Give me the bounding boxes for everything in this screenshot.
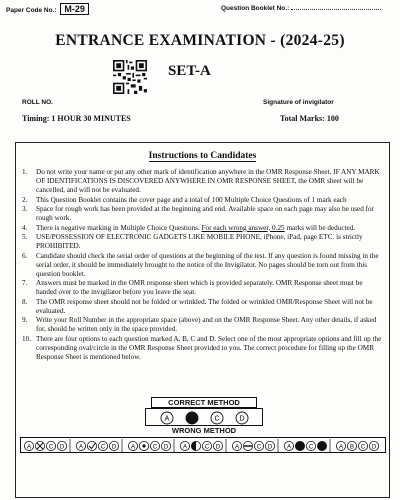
svg-text:A: A — [78, 444, 84, 451]
svg-text:C: C — [152, 444, 158, 451]
svg-text:C: C — [256, 444, 262, 451]
svg-text:A: A — [286, 444, 292, 451]
bubble-c — [211, 412, 223, 424]
instruction-text: Write your Roll Number in the appropriate space (above) and on the OMR Response Sheet. Any other details, if asked for, should be written only in the space provided. — [36, 316, 377, 333]
page-title: ENTRANCE EXAMINATION - (2024-25) — [55, 32, 345, 49]
instruction-text: There is negative marking in Multiple Choice Questions. — [36, 223, 202, 232]
instruction-text-underlined: For each wrong answer, 0.25 — [201, 223, 285, 232]
instruction-item — [22, 168, 384, 195]
instruction-number: 1. — [22, 168, 28, 176]
instruction-text: The OMR response sheet should not be folded or wrinkled. The folded or wrinkled OMR/Response Sheet will not be evaluated. — [36, 297, 373, 315]
booklet-number — [221, 5, 381, 12]
instructions-list — [22, 168, 384, 362]
instruction-number: 3. — [22, 205, 28, 213]
svg-text:D: D — [111, 444, 117, 451]
paper-code-value: M-29 — [60, 3, 89, 15]
wrong-group-3 — [128, 439, 174, 453]
svg-text:C: C — [204, 444, 210, 451]
paper-code-label: Paper Code No.: — [6, 7, 57, 14]
instruction-number: 9. — [22, 316, 28, 324]
instruction-text: marks will be deducted. — [284, 223, 356, 232]
wrong-group-6 — [284, 439, 378, 453]
invigilator-signature-label: Signature of invigilator — [263, 99, 334, 106]
svg-text:B: B — [349, 444, 355, 451]
instruction-text: USE/POSSESSION OF ELECTRONIC GADGETS LIKE MOBILE PHONE, iPhone, iPad, page ETC. is strictly PROHIBITED. — [36, 233, 363, 250]
instruction-item — [22, 224, 384, 233]
svg-text:D: D — [59, 444, 65, 451]
wrong-group-4 — [180, 439, 226, 453]
correct-method-bubbles — [146, 409, 264, 427]
instruction-number: 4. — [22, 223, 28, 232]
instruction-item — [22, 252, 384, 279]
svg-text:A: A — [130, 444, 136, 451]
instructions-box — [15, 142, 390, 498]
header-row — [6, 3, 394, 15]
instruction-number: 7. — [22, 279, 28, 287]
instruction-text: This Question Booklet contains the cover page and a total of 100 Multiple Choice Questions of 1 mark each — [36, 195, 347, 204]
instruction-number: 5. — [22, 233, 28, 241]
wrong-method-example — [20, 437, 386, 453]
roll-number-label: ROLL NO. — [22, 99, 53, 106]
instruction-number: 10. — [22, 334, 31, 343]
timing: Timing: 1 HOUR 30 MINUTES — [22, 114, 131, 123]
bubble-a — [161, 412, 173, 424]
correct-method-example — [145, 408, 263, 426]
total-marks: Total Marks: 100 — [280, 114, 339, 123]
svg-text:C: C — [48, 444, 54, 451]
bubble-d — [236, 412, 248, 424]
instructions-heading — [16, 151, 389, 161]
instruction-item — [22, 279, 384, 297]
instruction-text: Answers must be marked in the OMR response sheet which is provided separately. OMR Response sheet must be handed over to the invigilator before you leave the seat. — [36, 279, 363, 296]
instruction-text: Do not write your name or put any other mark of identification anywhere in the OMR Response Sheet. IF ANY MARK OF IDENTIFICATIONS IS DISCOVERED ANYWHERE IN OMR RESPONSE SHEET, the OMR sheet will be cancelled, and will not be evaluated. — [36, 168, 380, 194]
instruction-item — [22, 233, 384, 251]
instruction-number: 8. — [22, 297, 28, 306]
qr-code-icon — [113, 60, 147, 94]
svg-text:D: D — [239, 415, 245, 423]
correct-method-label: CORRECT METHOD — [151, 397, 257, 408]
svg-text:D: D — [215, 444, 221, 451]
svg-text:D: D — [267, 444, 273, 451]
svg-text:A: A — [26, 444, 32, 451]
svg-text:C: C — [360, 444, 366, 451]
wrong-group-2 — [76, 439, 122, 453]
svg-text:A: A — [338, 444, 344, 451]
wrong-group-1 — [24, 439, 70, 453]
svg-text:C: C — [100, 444, 106, 451]
wrong-method-bubbles — [21, 438, 387, 454]
set-label: SET-A — [168, 63, 211, 79]
instruction-text: Space for rough work has been provided at the beginning and end. Available space on each page may also be used for rough work. — [36, 205, 374, 222]
svg-text:A: A — [182, 444, 188, 451]
svg-text:A: A — [164, 415, 170, 423]
instructions-heading-text: Instructions to Candidates — [148, 151, 257, 161]
instruction-item — [22, 316, 384, 334]
instruction-item — [22, 205, 384, 223]
wrong-method-label: WRONG METHOD — [171, 426, 237, 435]
instruction-item — [22, 335, 384, 362]
instruction-text: There are four options to each question marked A, B, C and D. Select one of the most appropriate options and fill up the corresponding oval/circle in the OMR Response Sheet provided to you. The correct procedure for filling up the OMR Response Sheet is mentioned below. — [36, 334, 382, 361]
instruction-item — [22, 196, 384, 205]
instruction-item — [22, 298, 384, 316]
svg-text:D: D — [163, 444, 169, 451]
paper-code — [6, 3, 89, 15]
instruction-text: Candidate should check the serial order of questions at the beginning of the test. If any question is found missing in the serial order, it should be immediately brought to the notice of the Invigilator. No pages should be torn out from this question booklet. — [36, 251, 379, 278]
svg-text:C: C — [214, 415, 220, 423]
booklet-number-label: Question Booklet No.: — [221, 5, 290, 12]
svg-text:A: A — [234, 444, 240, 451]
svg-text:C: C — [308, 444, 314, 451]
instruction-number: 6. — [22, 251, 28, 260]
instruction-number: 2. — [22, 195, 28, 204]
bubble-b-filled — [186, 412, 198, 424]
wrong-group-5 — [232, 439, 278, 453]
booklet-number-field — [291, 9, 381, 10]
svg-text:D: D — [371, 444, 377, 451]
